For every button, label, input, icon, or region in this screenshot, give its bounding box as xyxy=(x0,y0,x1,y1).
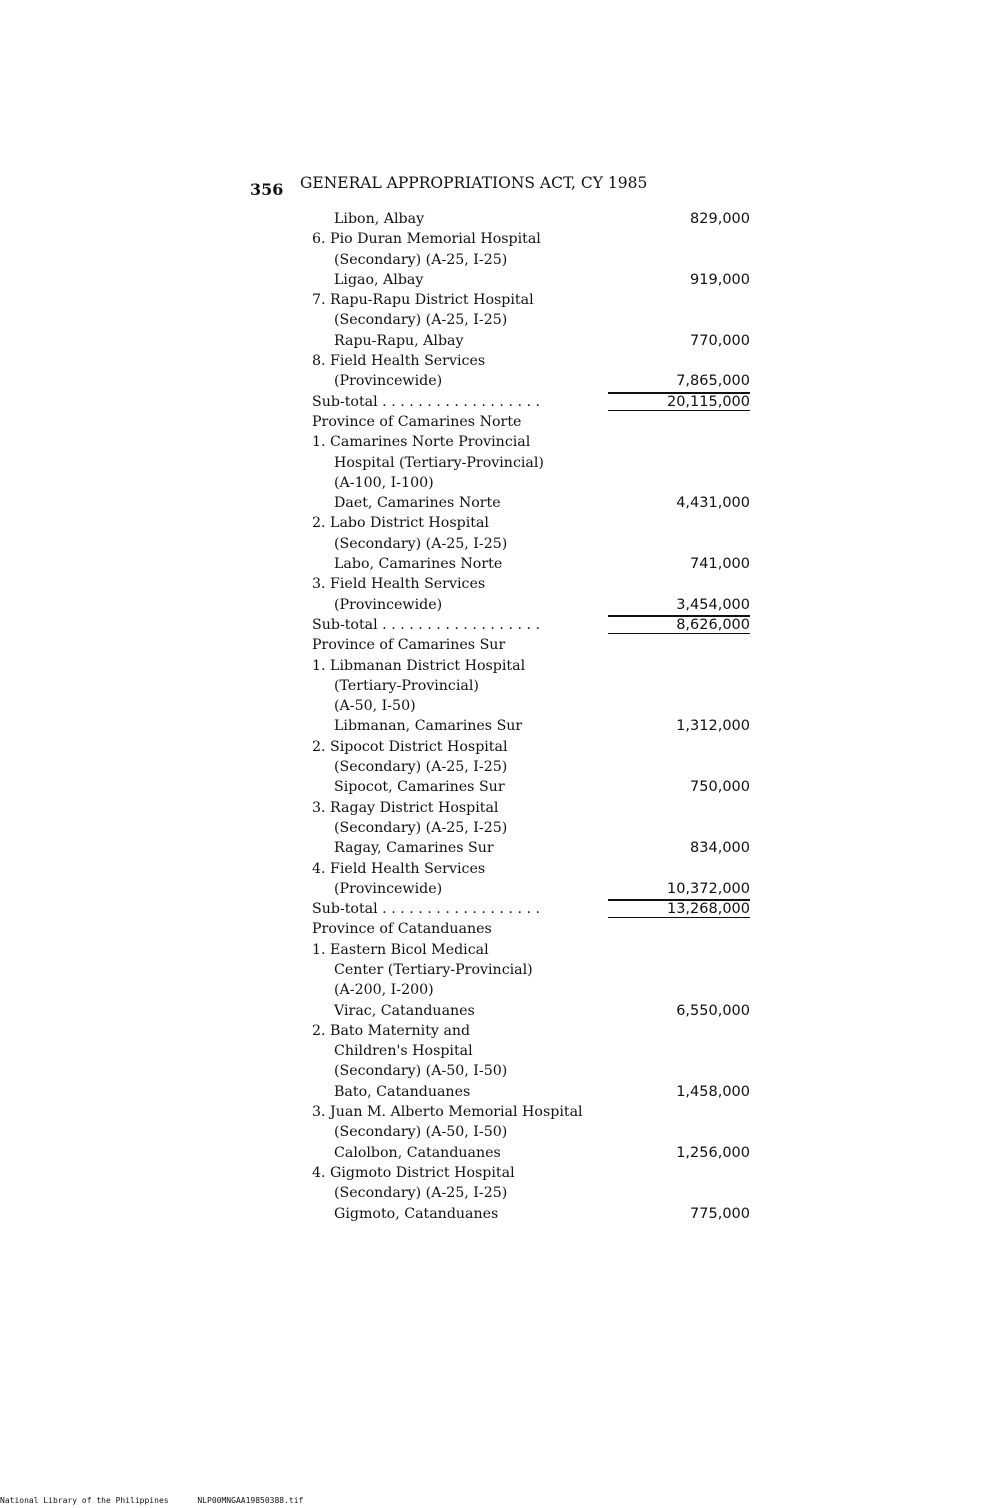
item-amount: 3,454,000 xyxy=(608,595,750,616)
scan-filename: NLP00MNGAA19850388.tif xyxy=(197,1496,304,1505)
item-description: Children's Hospital xyxy=(334,1043,473,1060)
item-amount: 834,000 xyxy=(690,840,750,857)
item-description: Province of Camarines Norte xyxy=(312,413,522,430)
appropriation-row xyxy=(300,1204,760,1224)
subtotal-or-heading-row xyxy=(300,392,760,412)
item-description: Sipocot, Camarines Sur xyxy=(334,779,505,796)
appropriation-row xyxy=(300,777,760,797)
appropriation-row xyxy=(300,453,760,473)
appropriation-row xyxy=(300,371,760,391)
item-description: Gigmoto, Catanduanes xyxy=(334,1205,499,1222)
item-description: (Tertiary-Provincial) xyxy=(334,677,479,694)
appropriations-list xyxy=(300,209,760,1224)
item-description: Libmanan, Camarines Sur xyxy=(334,718,523,735)
item-description: Province of Catanduanes xyxy=(312,921,492,938)
item-description: Virac, Catanduanes xyxy=(334,1002,475,1019)
appropriation-row xyxy=(300,818,760,838)
scan-footer xyxy=(0,1496,327,1505)
item-description: 8. Field Health Services xyxy=(312,353,486,370)
page-number: 356 xyxy=(250,180,284,199)
appropriation-row xyxy=(300,716,760,736)
item-description: (Secondary) (A-25, I-25) xyxy=(334,312,508,329)
appropriation-row xyxy=(300,1143,760,1163)
subtotal-or-heading-row xyxy=(300,615,760,635)
appropriation-row xyxy=(300,1163,760,1183)
item-description: 1. Camarines Norte Provincial xyxy=(312,434,531,451)
item-description: Sub-total . . . . . . . . . . . . . . . . . . xyxy=(312,901,541,918)
item-amount: 20,115,000 xyxy=(608,393,750,411)
item-description: Ligao, Albay xyxy=(334,271,424,288)
item-amount: 919,000 xyxy=(690,271,750,288)
item-description: Center (Tertiary-Provincial) xyxy=(334,961,533,978)
item-description: Ragay, Camarines Sur xyxy=(334,840,494,857)
item-description: 6. Pio Duran Memorial Hospital xyxy=(312,231,541,248)
item-amount: 4,431,000 xyxy=(676,495,750,512)
item-description: Sub-total . . . . . . . . . . . . . . . . . . xyxy=(312,616,541,633)
item-description: Sub-total . . . . . . . . . . . . . . . . . . xyxy=(312,393,541,410)
item-amount: 1,458,000 xyxy=(676,1083,750,1100)
item-description: 1. Eastern Bicol Medical xyxy=(312,941,489,958)
appropriation-row xyxy=(300,757,760,777)
appropriation-row xyxy=(300,737,760,757)
item-amount: 10,372,000 xyxy=(608,879,750,900)
item-description: (Secondary) (A-25, I-25) xyxy=(334,251,508,268)
appropriation-row xyxy=(300,879,760,899)
appropriation-row xyxy=(300,513,760,533)
item-description: Calolbon, Catanduanes xyxy=(334,1144,501,1161)
item-description: 3. Ragay District Hospital xyxy=(312,799,499,816)
appropriation-row xyxy=(300,290,760,310)
appropriation-row xyxy=(300,676,760,696)
item-amount: 1,256,000 xyxy=(676,1144,750,1161)
item-description: (Provincewide) xyxy=(334,373,443,390)
appropriation-row xyxy=(300,595,760,615)
appropriation-row xyxy=(300,331,760,351)
item-description: (Secondary) (A-50, I-50) xyxy=(334,1124,508,1141)
item-amount: 829,000 xyxy=(690,211,750,227)
item-description: Daet, Camarines Norte xyxy=(334,495,501,512)
appropriation-row xyxy=(300,534,760,554)
item-description: Province of Camarines Sur xyxy=(312,637,506,654)
appropriation-row xyxy=(300,209,760,229)
item-description: (A-50, I-50) xyxy=(334,698,416,715)
item-description: (Secondary) (A-25, I-25) xyxy=(334,1185,508,1202)
item-amount: 7,865,000 xyxy=(608,371,750,392)
item-description: Hospital (Tertiary-Provincial) xyxy=(334,454,544,471)
appropriation-row xyxy=(300,574,760,594)
item-description: 2. Labo District Hospital xyxy=(312,515,489,532)
appropriation-row xyxy=(300,1061,760,1081)
item-description: (Secondary) (A-50, I-50) xyxy=(334,1063,508,1080)
appropriation-row xyxy=(300,1021,760,1041)
item-description: 4. Field Health Services xyxy=(312,860,486,877)
appropriation-row xyxy=(300,980,760,1000)
appropriation-row xyxy=(300,1122,760,1142)
appropriation-row xyxy=(300,270,760,290)
item-description: (Secondary) (A-25, I-25) xyxy=(334,535,508,552)
item-description: 1. Libmanan District Hospital xyxy=(312,657,526,674)
appropriation-row xyxy=(300,859,760,879)
item-amount: 1,312,000 xyxy=(676,718,750,735)
item-description: Bato, Catanduanes xyxy=(334,1083,471,1100)
subtotal-or-heading-row xyxy=(300,635,760,655)
item-description: 3. Field Health Services xyxy=(312,576,486,593)
subtotal-or-heading-row xyxy=(300,919,760,939)
page-title: GENERAL APPROPRIATIONS ACT, CY 1985 xyxy=(300,174,648,192)
subtotal-or-heading-row xyxy=(300,412,760,432)
item-description: 7. Rapu-Rapu District Hospital xyxy=(312,292,534,309)
appropriation-row xyxy=(300,1183,760,1203)
appropriation-row xyxy=(300,554,760,574)
appropriation-row xyxy=(300,940,760,960)
appropriation-row xyxy=(300,696,760,716)
item-description: Rapu-Rapu, Albay xyxy=(334,332,464,349)
item-amount: 750,000 xyxy=(690,779,750,796)
appropriation-row xyxy=(300,960,760,980)
item-amount: 13,268,000 xyxy=(608,900,750,918)
appropriation-row xyxy=(300,1082,760,1102)
appropriation-row xyxy=(300,656,760,676)
item-description: 3. Juan M. Alberto Memorial Hospital xyxy=(312,1104,583,1121)
item-description: Libon, Albay xyxy=(334,211,425,227)
appropriation-row xyxy=(300,1001,760,1021)
item-amount: 770,000 xyxy=(690,332,750,349)
appropriation-row xyxy=(300,432,760,452)
item-description: (Secondary) (A-25, I-25) xyxy=(334,759,508,776)
subtotal-or-heading-row xyxy=(300,899,760,919)
appropriation-row xyxy=(300,1041,760,1061)
item-description: 2. Sipocot District Hospital xyxy=(312,738,508,755)
item-description: Labo, Camarines Norte xyxy=(334,556,503,573)
item-description: (Provincewide) xyxy=(334,596,443,613)
item-amount: 6,550,000 xyxy=(676,1002,750,1019)
library-credit: National Library of the Philippines xyxy=(0,1496,169,1505)
item-description: (Secondary) (A-25, I-25) xyxy=(334,819,508,836)
item-description: (Provincewide) xyxy=(334,880,443,897)
item-amount: 775,000 xyxy=(690,1205,750,1222)
appropriation-row xyxy=(300,473,760,493)
appropriation-row xyxy=(300,493,760,513)
appropriation-row xyxy=(300,1102,760,1122)
item-amount: 8,626,000 xyxy=(608,616,750,634)
item-description: 2. Bato Maternity and xyxy=(312,1022,471,1039)
item-description: (A-200, I-200) xyxy=(334,982,434,999)
item-description: 4. Gigmoto District Hospital xyxy=(312,1164,515,1181)
appropriation-row xyxy=(300,351,760,371)
item-description: (A-100, I-100) xyxy=(334,474,434,491)
appropriation-row xyxy=(300,229,760,249)
appropriation-row xyxy=(300,798,760,818)
item-amount: 741,000 xyxy=(690,556,750,573)
appropriation-row xyxy=(300,838,760,858)
appropriation-row xyxy=(300,250,760,270)
appropriation-row xyxy=(300,310,760,330)
